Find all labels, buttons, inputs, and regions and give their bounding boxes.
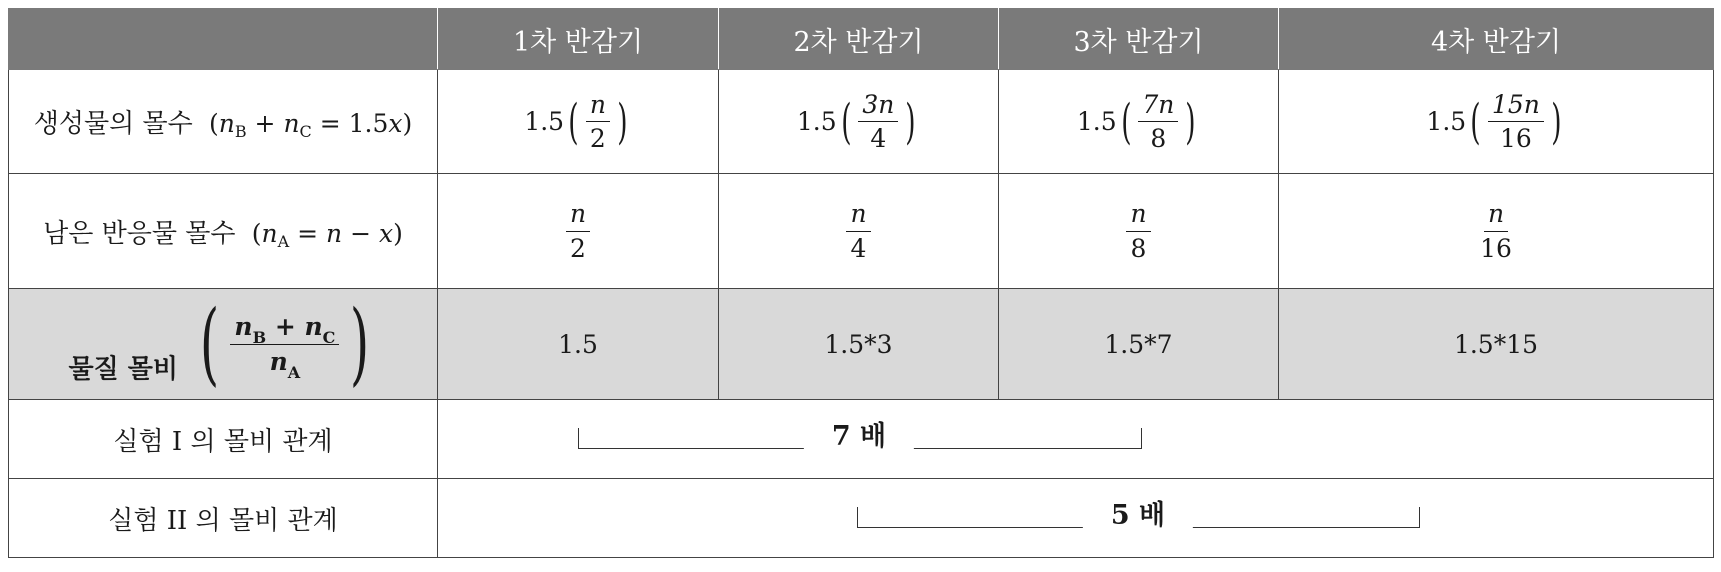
products-cell-1: 1.5 ( $\frac{n}{2}$ ) <box>438 70 719 174</box>
products-label-text: 생성물의 몰수 <box>33 109 193 139</box>
reactant-formula: ( n A = n − x ) <box>251 218 403 251</box>
products-formula: ( n B + n C = 1.5 x ) <box>208 109 413 141</box>
products-row <box>9 70 1714 174</box>
ratio-label-text: 물질 몰비 <box>68 354 178 385</box>
experiment-2-bracket-label: 5 배 <box>1083 493 1193 532</box>
reactant-label-text: 남은 반응물 몰수 <box>43 218 236 249</box>
products-cell-4: 1.5 ( $\frac{15n}{16}$ ) <box>1279 70 1714 174</box>
ratio-cell-4: 1.5*15 <box>1279 289 1714 400</box>
ratio-cell-1: 1.5 <box>438 289 719 400</box>
experiment-2-label: 실험 II 의 몰비 관계 <box>9 479 438 558</box>
header-empty <box>9 9 438 70</box>
experiment-2-row <box>9 479 1714 558</box>
ratio-row <box>9 289 1714 400</box>
reactant-label <box>9 174 438 289</box>
experiment-1-row <box>9 400 1714 479</box>
reactant-cell-4: $\frac{n}{16}$ <box>1279 174 1714 289</box>
header-row <box>9 9 1714 70</box>
products-cell-2: 1.5 ( $\frac{3n}{4}$ ) <box>719 70 999 174</box>
header-half-life-2: 2차 반감기 <box>719 9 999 70</box>
experiment-1-label: 실험 I 의 몰비 관계 <box>9 400 438 479</box>
ratio-formula: ( $\frac{n_B + n_C}{n_A}$ ) <box>200 291 370 396</box>
products-cell-3: 1.5 ( $\frac{7n}{8}$ ) <box>999 70 1279 174</box>
experiment-2-relation <box>438 479 1714 558</box>
ratio-cell-2: 1.5*3 <box>719 289 999 400</box>
header-half-life-3: 3차 반감기 <box>999 9 1279 70</box>
experiment-1-relation <box>438 400 1714 479</box>
header-half-life-1: 1차 반감기 <box>438 9 719 70</box>
reactant-cell-3: $\frac{n}{8}$ <box>999 174 1279 289</box>
experiment-1-bracket-label: 7 배 <box>804 414 914 453</box>
half-life-table <box>8 8 1714 558</box>
header-half-life-4: 4차 반감기 <box>1279 9 1714 70</box>
ratio-label <box>9 289 438 400</box>
reactant-row <box>9 174 1714 289</box>
reactant-cell-2: $\frac{n}{4}$ <box>719 174 999 289</box>
reactant-cell-1: $\frac{n}{2}$ <box>438 174 719 289</box>
ratio-cell-3: 1.5*7 <box>999 289 1279 400</box>
products-label <box>9 70 438 174</box>
